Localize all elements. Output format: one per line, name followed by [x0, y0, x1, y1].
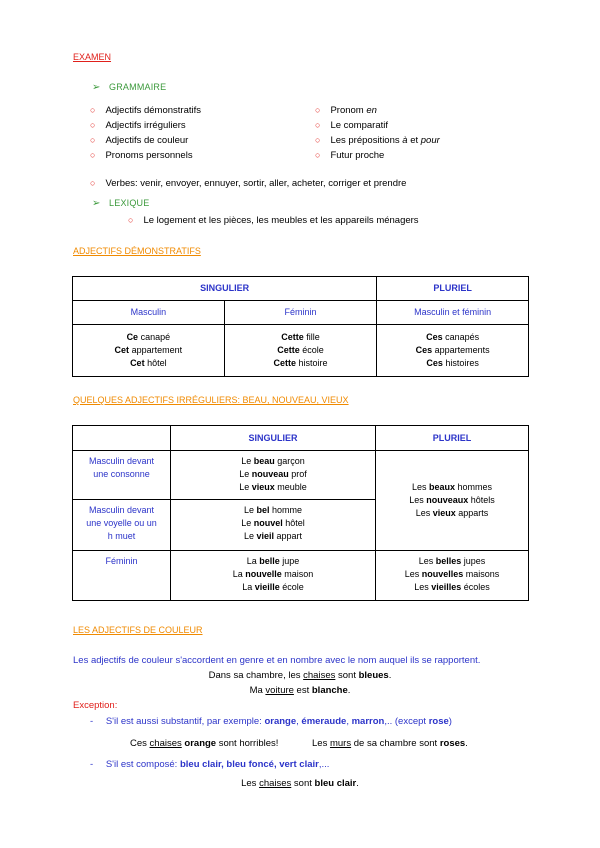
grammaire-heading [92, 82, 166, 93]
empty-corner-cell [73, 426, 171, 451]
section-title-irreguliers: QUELQUES ADJECTIFS IRRÉGULIERS: BEAU, NOUVEAU, VIEUX [73, 395, 349, 405]
lexique-heading: ➢ LEXIQUE [92, 198, 150, 209]
list-item: ○ Futur proche [315, 150, 385, 161]
row-label-masc-consonne: Masculin devant une consonne [73, 451, 171, 500]
list-item: ○ Adjectifs démonstratifs [90, 105, 202, 116]
header-pluriel: PLURIEL [377, 277, 529, 301]
header-singulier: SINGULIER [73, 277, 377, 301]
list-item: ○ Pronoms personnels [90, 150, 193, 161]
couleur-rule: Les adjectifs de couleur s'accordent en genre et en nombre avec le nom auquel ils se rapportent. [73, 655, 481, 666]
arrow-right-icon: ➢ [92, 198, 101, 209]
circle-bullet-icon: ○ [128, 215, 134, 225]
section-title-demonstratifs: ADJECTIFS DÉMONSTRATIFS [73, 246, 201, 256]
circle-bullet-icon: ○ [90, 150, 96, 160]
header-singulier: SINGULIER [171, 426, 376, 451]
list-item: ○ Adjectifs irréguliers [90, 120, 186, 131]
exception-2-example: Les chaises sont bleu clair. [241, 778, 359, 789]
header-masc-fem: Masculin et féminin [377, 301, 529, 325]
header-pluriel: PLURIEL [376, 426, 529, 451]
arrow-right-icon: ➢ [92, 82, 101, 93]
examen-title: EXAMEN [73, 52, 112, 62]
row-label-feminin: Féminin [73, 551, 171, 601]
list-item: ○ Les prépositions à et pour [315, 135, 440, 146]
circle-bullet-icon: ○ [315, 135, 321, 145]
header-masculin: Masculin [73, 301, 225, 325]
cell-masc-consonne: Le beau garçon Le nouveau prof Le vieux meuble [171, 451, 376, 500]
circle-bullet-icon: ○ [315, 105, 321, 115]
exception-2: - S'il est composé: bleu clair, bleu foncé, vert clair,... [90, 759, 330, 770]
circle-bullet-icon: ○ [90, 135, 96, 145]
cell-pluriel-fem: Les belles jupes Les nouvelles maisons Les vieilles écoles [376, 551, 529, 601]
list-item: ○ Pronom en [315, 105, 377, 116]
list-item: ○ Le comparatif [315, 120, 388, 131]
circle-bullet-icon: ○ [90, 120, 96, 130]
exception-1-example-b: Les murs de sa chambre sont roses. [312, 738, 468, 749]
list-item: ○ Adjectifs de couleur [90, 135, 189, 146]
circle-bullet-icon: ○ [90, 178, 96, 188]
exception-1: - S'il est aussi substantif, par exemple: orange, émeraude, marron,.. (except rose) [90, 716, 452, 727]
verbes-item: ○ Verbes: venir, envoyer, ennuyer, sortir, aller, acheter, corriger et prendre [90, 178, 407, 189]
circle-bullet-icon: ○ [90, 105, 96, 115]
circle-bullet-icon: ○ [315, 120, 321, 130]
grammar-list-right [315, 103, 440, 163]
row-label-masc-voyelle: Masculin devant une voyelle ou un h muet [73, 500, 171, 551]
cell-feminin: La belle jupe La nouvelle maison La vieille école [171, 551, 376, 601]
grammaire-label: GRAMMAIRE [109, 82, 167, 92]
grammar-list-left [90, 103, 201, 163]
exception-1-example-a: Ces chaises orange sont horribles! [130, 738, 279, 749]
exception-label: Exception: [73, 700, 118, 711]
cell-masculin: Ce canapé Cet appartement Cet hôtel [73, 325, 225, 377]
cell-pluriel-masc: Les beaux hommes Les nouveaux hôtels Les vieux apparts [376, 451, 529, 551]
circle-bullet-icon: ○ [315, 150, 321, 160]
section-title-couleur: LES ADJECTIFS DE COULEUR [73, 625, 203, 635]
cell-masc-voyelle: Le bel homme Le nouvel hôtel Le vieil appart [171, 500, 376, 551]
irreguliers-table [72, 425, 529, 601]
example-2: Ma voiture est blanche. [249, 685, 351, 696]
example-1: Dans sa chambre, les chaises sont bleues. [208, 670, 392, 681]
cell-feminin: Cette fille Cette école Cette histoire [224, 325, 377, 377]
lexique-item: ○ Le logement et les pièces, les meubles et les appareils ménagers [128, 215, 419, 226]
demonstratifs-table [72, 276, 529, 377]
cell-pluriel: Ces canapés Ces appartements Ces histoires [377, 325, 529, 377]
header-feminin: Féminin [224, 301, 377, 325]
